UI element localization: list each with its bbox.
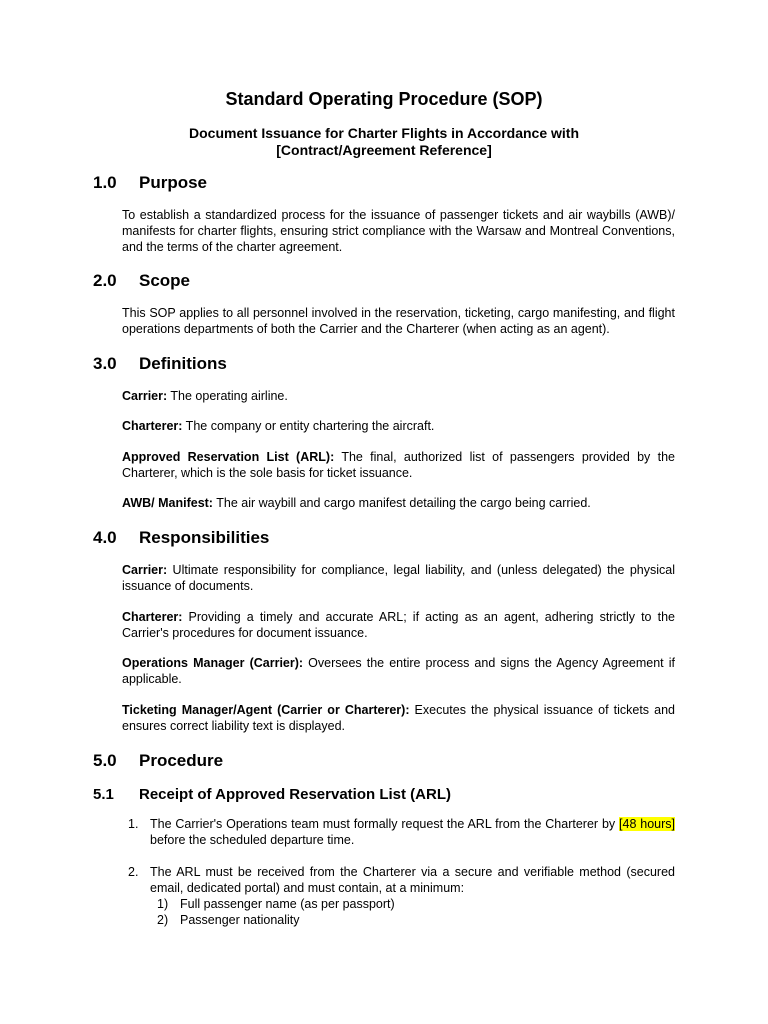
responsibility-operations-manager: Operations Manager (Carrier): Oversees the entire process and signs the Agency Agreement if applicable. <box>122 656 675 686</box>
document-subtitle <box>0 125 768 159</box>
responsibility-charterer: Charterer: Providing a timely and accurate ARL; if acting as an agent, adhering strictly to the Carrier's procedures for document issuance. <box>122 610 675 640</box>
subtitle-line-1: Document Issuance for Charter Flights in Accordance with <box>189 125 579 141</box>
section-heading-responsibilities: 4.0 Responsibilities <box>93 528 270 547</box>
definition-awb-manifest: AWB/ Manifest: The air waybill and cargo manifest detailing the cargo being carried. <box>122 496 591 510</box>
responsibility-carrier: Carrier: Ultimate responsibility for compliance, legal liability, and (unless delegated) the physical issuance of documents. <box>122 563 675 593</box>
section-heading-scope: 2.0 Scope <box>93 271 191 290</box>
section-heading-procedure: 5.0 Procedure <box>93 751 224 770</box>
subsection-heading-arl-receipt: 5.1 Receipt of Approved Reservation List (ARL) <box>93 786 451 803</box>
section-heading-purpose: 1.0 Purpose <box>93 173 208 192</box>
subtitle-line-2: [Contract/Agreement Reference] <box>276 142 492 158</box>
definition-charterer: Charterer: The company or entity chartering the aircraft. <box>122 419 435 433</box>
section-heading-definitions: 3.0 Definitions <box>93 354 227 373</box>
arl-requirement-item: 1) Full passenger name (as per passport) <box>157 897 395 911</box>
definition-arl: Approved Reservation List (ARL): The final, authorized list of passengers provided by the Charterer, which is the sole basis for ticket issuance. <box>122 450 675 480</box>
document-title: Standard Operating Procedure (SOP) <box>225 89 543 109</box>
step-number: 1. <box>128 817 139 831</box>
document-page: Standard Operating Procedure (SOP) Document Issuance for Charter Flights in Accordance with [Contract/Agreement Reference] 1.0 Purpose To establish a standardized process for the issuance of passenger tickets and air waybills (AWB)/ manifests for charter flights, ensuring strict compliance with the Warsaw and Montreal Conventions, and the terms of the charter agreement. 2.0 Scope This SOP applies to all personnel involved in the reservation, ticketing, cargo manifesting, and flight operations departments of both the Carrier and the Charterer (when acting as an agent). 3.0 Definitions Carrier: The operating airline. Charterer: The company or entity chartering the aircraft. Approved Reservation List (ARL): The final, authorized list of passengers provided by the Charterer, which is the sole basis for ticket issuance. AWB/ Manifest: The air waybill and cargo manifest detailing the cargo being carried. 4.0 Responsibilities Carrier: Ultimate responsibility for compliance, legal liability, and (unless delegated) the physical issuance of documents. Charterer: Providing a timely and accurate ARL; if acting as an agent, adhering strictly to the Carrier's procedures for document issuance. Operations Manager (Carrier): Oversees the entire process and signs the Agency Agreement if applicable. Ticketing Manager/Agent (Carrier or Charterer): Executes the physical issuance of tickets and ensures correct liability text is displayed. 5.0 Procedure 5.1 Receipt of Approved Reservation List (ARL) 1. The Carrier's Operations team must formally request the ARL from the Charterer by [48 hours] before the scheduled departure time. 2. The ARL must be received from the Charterer via a secure and verifiable method (secured email, dedicated portal) and must contain, at a minimum: 1) Full passenger name (as per passport) 2) Passenger nationality <box>0 0 768 1024</box>
scope-text: This SOP applies to all personnel involved in the reservation, ticketing, cargo manifesting, and flight operations departments of both the Carrier and the Charterer (when acting as an agent). <box>122 306 675 336</box>
responsibility-ticketing-manager: Ticketing Manager/Agent (Carrier or Charterer): Executes the physical issuance of tickets and ensures correct liability text is displayed. <box>122 703 675 733</box>
highlighted-placeholder: [48 hours] <box>619 817 675 831</box>
purpose-text: To establish a standardized process for the issuance of passenger tickets and air waybills (AWB)/ manifests for charter flights, ensuring strict compliance with the Warsaw and Montreal Conventions, and the terms of the charter agreement. <box>122 208 675 254</box>
definition-carrier: Carrier: The operating airline. <box>122 389 288 403</box>
arl-requirement-item: 2) Passenger nationality <box>157 913 300 927</box>
step-number: 2. <box>128 865 139 879</box>
